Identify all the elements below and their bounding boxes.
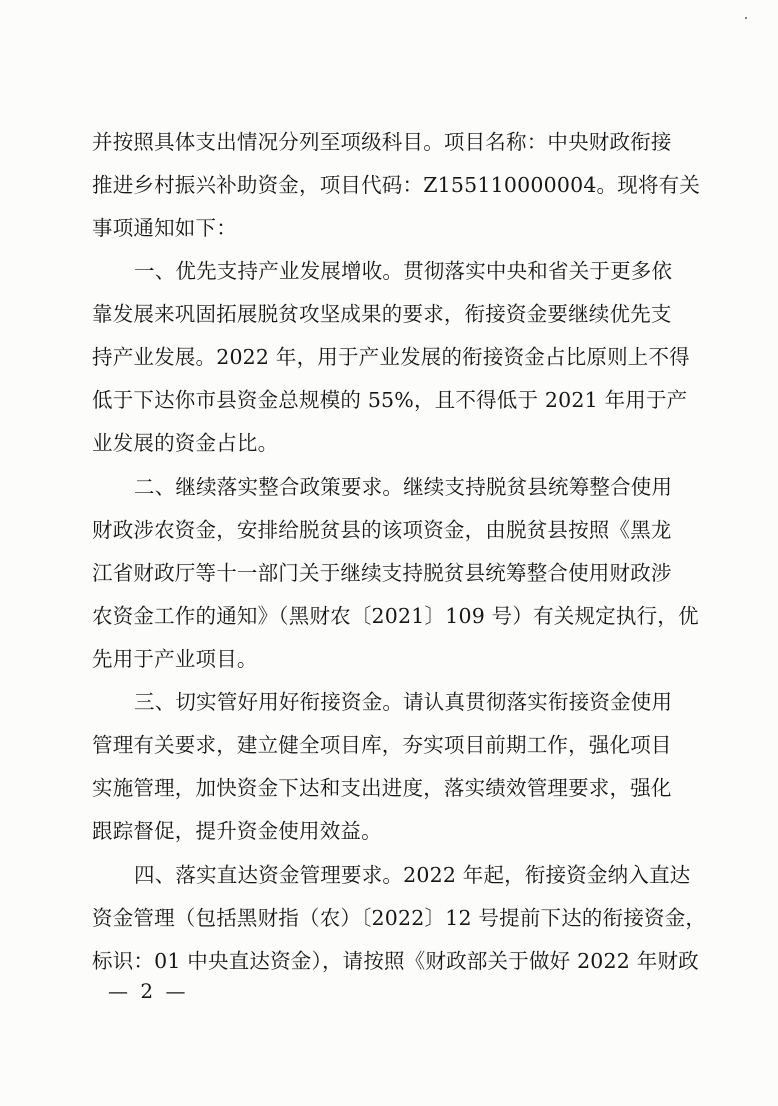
paragraph-4-heading-line: 四、落实直达资金管理要求。2022 年起，衔接资金纳入直达 [134,863,691,887]
paragraph-3-heading-line: 三、切实管好用好衔接资金。请认真贯彻落实衔接资金使用 [134,690,673,714]
text-line: 跟踪督促，提升资金使用效益。 [92,819,382,843]
text-line: 靠发展来巩固拓展脱贫攻坚成果的要求，衔接资金要继续优先支 [92,302,672,326]
scan-speck [745,17,747,19]
paragraph-1-heading-line: 一、优先支持产业发展增收。贯彻落实中央和省关于更多依 [134,259,673,283]
text-line: 低于下达你市县资金总规模的 55%，且不得低于 2021 年用于产 [92,388,688,412]
text-line: 农资金工作的通知》（黑财农〔2021〕109 号）有关规定执行，优 [92,604,699,628]
text-line: 实施管理，加快资金下达和支出进度，落实绩效管理要求，强化 [92,776,672,800]
text-line: 先用于产业项目。 [92,647,258,671]
text-line: 业发展的资金占比。 [92,431,279,455]
text-line: 并按照具体支出情况分列至项级科目。项目名称：中央财政衔接 [92,130,672,154]
text-line: 标识：01 中央直达资金），请按照《财政部关于做好 2022 年财政 [92,949,699,973]
page-number: — 2 — [108,979,189,1003]
text-line: 持产业发展。2022 年，用于产业发展的衔接资金占比原则上不得 [92,345,690,369]
paragraph-2-heading-line: 二、继续落实整合政策要求。继续支持脱贫县统筹整合使用 [134,475,673,499]
text-line: 财政涉农资金，安排给脱贫县的该项资金，由脱贫县按照《黑龙 [92,518,672,542]
text-line: 推进乡村振兴补助资金，项目代码：Z155110000004。现将有关 [92,173,701,197]
text-line: 江省财政厅等十一部门关于继续支持脱贫县统筹整合使用财政涉 [92,561,672,585]
text-line: 事项通知如下： [92,216,237,240]
text-line: 资金管理（包括黑财指（农）〔2022〕12 号提前下达的衔接资金， [92,906,707,930]
text-line: 管理有关要求，建立健全项目库，夯实项目前期工作，强化项目 [92,733,672,757]
